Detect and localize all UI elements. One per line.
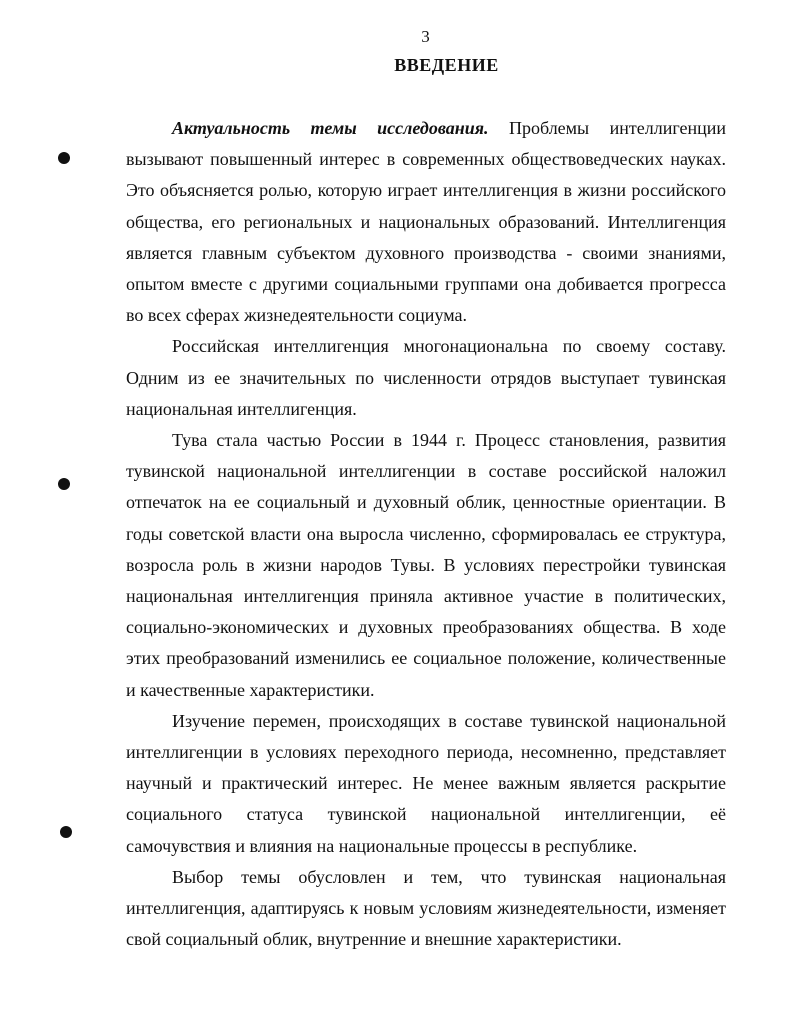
paragraph: Изучение перемен, происходящих в составе тувинской национальной интеллигенции в условиях переходного периода, несомненно, представляет научный и практический интерес. Не менее важным является раскрытие социального статуса тувинской национальной интеллигенции, её самочувствия и влияния на национальные процессы в республике.	[126, 710, 726, 856]
binding-hole-mark	[58, 152, 70, 164]
paragraph: Тува стала частью России в 1944 г. Процесс становления, развития тувинской национальной интеллигенции в составе российской наложил отпечаток на ее социальный и духовный облик, ценностные ориентации. В годы советской власти она выросла численно, сформировалась ее структура, возросла роль в жизни народов Тувы. В условиях перестройки тувинская национальная интеллигенция приняла активное участие в политических, социально-экономических и духовных преобразованиях общества. В ходе этих преобразований изменились ее социальное положение, количественные и качественные характеристики.	[126, 430, 726, 700]
page-number: 3	[421, 27, 430, 46]
binding-hole-mark	[60, 826, 72, 838]
document-body	[126, 113, 726, 955]
paragraph-text: Проблемы интеллигенции вызывают повышенный интерес в современных обществоведческих науках. Это объясняется ролью, которую играет интеллигенция в жизни российского общества, его региональных и национальных образований. Интеллигенция является главным субъектом духовного производства - своими знаниями, опытом вместе с другими социальными группами она добивается прогресса во всех сферах жизнедеятельности социума.	[126, 118, 726, 326]
page-title: ВВЕДЕНИЕ	[394, 55, 499, 75]
paragraph-lead: Актуальность темы исследования.	[172, 118, 489, 138]
paragraph-relevance	[126, 113, 726, 331]
paragraph: Выбор темы обусловлен и тем, что тувинская национальная интеллигенция, адаптируясь к новым условиям жизнедеятельности, изменяет свой социальный облик, внутренние и внешние характеристики.	[126, 866, 726, 950]
paragraph: Российская интеллигенция многонациональна по своему составу. Одним из ее значительных по численности отрядов выступает тувинская национальная интеллигенция.	[126, 336, 726, 419]
binding-hole-mark	[58, 478, 70, 490]
